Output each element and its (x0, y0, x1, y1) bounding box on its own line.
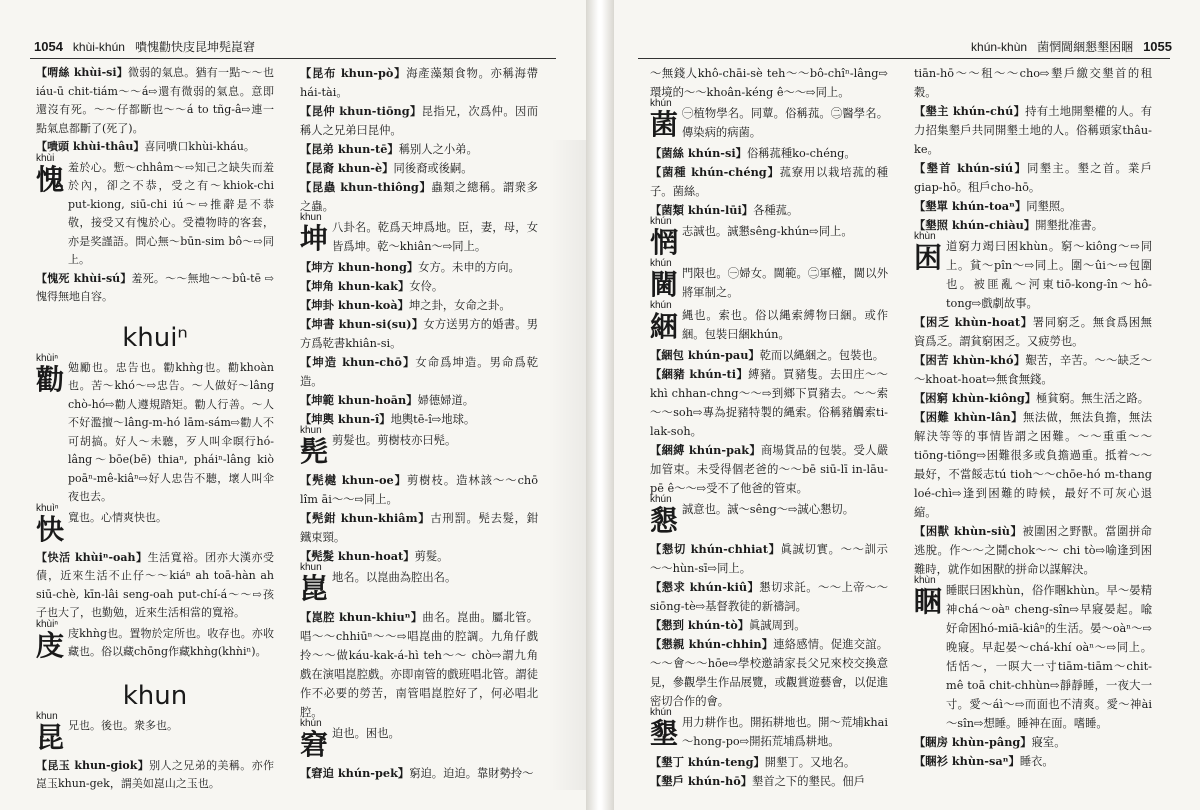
subentry-definition: 各種菰。 (753, 204, 799, 217)
subentry-term: 【困苦 khùn-khó】 (914, 353, 1026, 367)
subentry-term: 【綑縛 khún-pak】 (650, 443, 761, 457)
subentry (914, 733, 1152, 752)
left-column-2 (300, 64, 538, 783)
subentry (300, 391, 538, 410)
subentry-definition: 同後裔或後嗣。 (393, 162, 473, 175)
subentry-term: 【困獸 khùn-siù】 (914, 524, 1023, 538)
subentry-definition: 微弱的氣息。猶有一點～～也iáu-ū chit-tiám～～á⇨還有微弱的氣息。意即還沒有死。～～仔都斷也～～á to tñg-â⇨連一點氣息都斷了(死了)。 (36, 66, 275, 135)
subentry-term: 【昆玉 khun-giok】 (36, 758, 150, 772)
left-header-chars: 嘳愧勸快庋昆坤髡崑窘 (134, 40, 255, 54)
subentry-definition: 地輿tē-î⇨地球。 (390, 413, 476, 426)
subentry (650, 753, 888, 772)
right-header-chars: 菌惘閫綑懇墾困睏 (1037, 40, 1134, 54)
subentry (914, 159, 1152, 197)
headword-entry (650, 216, 888, 262)
subentry-definition: 菰寮用以栽培菰的種子。菌絲。 (650, 166, 888, 198)
section-heading: khun (122, 680, 188, 711)
headword-character: 坤 (300, 222, 329, 255)
subentry-definition: 開墾丁。又地名。 (764, 756, 856, 769)
headword-entry (914, 231, 1152, 313)
subentry (300, 178, 538, 216)
right-column-1 (650, 64, 888, 791)
headword-entry (36, 710, 274, 757)
subentry (300, 64, 538, 102)
headword-character: 窘 (300, 728, 329, 761)
subentry-definition: 蟲類之總稱。謂衆多之蟲。 (300, 181, 538, 213)
headword-character: 懇 (650, 504, 679, 537)
subentry-term: 【昆蟲 khun-thiông】 (300, 180, 432, 194)
subentry-term: 【髡鉗 khun-khiâm】 (300, 511, 431, 525)
subentry-definition: 持有土地開墾權的人。有力招集墾戶共同開墾土地的人。俗稱頭家thâu-ke。 (914, 105, 1152, 156)
subentry-term: 【坤造 khun-chō】 (300, 355, 416, 369)
subentry (300, 547, 538, 566)
headword-definition: 勉勵也。忠告也。勸khǹg也。勸khoàn也。苦～khó～⇨忠告。～人做好～lâng chò-hó⇨勸人遵規踏矩。勸人行善。～人不好濫擅～lâng-m-hó lām-sám⇨勸人不可胡搞。好人～未聽，歹人叫伞暝行hó-lâng～bōe(bē) thiaⁿ, pháiⁿ-lâng kiò poāⁿ-mê-kiâⁿ⇨好人忠告不聽，壞人叫伞夜也去。 (68, 360, 274, 503)
left-header-romanization: khùi-khún (72, 40, 125, 54)
headword-romanization: khùn (914, 575, 936, 586)
subentry-term: 【坤書 khun-si(su)】 (300, 317, 424, 331)
subentry (650, 578, 888, 616)
left-header-rule (30, 58, 556, 59)
subentry-definition: 剪樹枝。造林該～～chō lîm āi～～⇨同上。 (300, 474, 538, 506)
subentry (650, 540, 888, 578)
headword-romanization: khuìⁿ (36, 502, 59, 514)
subentry-definition: 稱别人之小弟。 (398, 143, 478, 156)
subentry (650, 163, 888, 201)
subentry (914, 752, 1152, 771)
headword-romanization: khùiⁿ (36, 352, 58, 364)
subentry-definition: 窮迫。迫迫。靠財勢拎～ (409, 767, 534, 780)
left-running-head (34, 38, 255, 56)
headword-definition: 睡眠曰困khùn，俗作睏khùn。早～晏精神chá～oàⁿ cheng-sîn⇨早寢晏起。喩好命困hó-miā-kiâⁿ的生活。晏～oàⁿ～⇨晚寢。早起晏～chá-khí oàⁿ～⇨同上。恬恬～，一暝大一寸tiām-tiām～chit-mê toā chit-chhùn⇨靜靜睡，一夜大一寸。愛～áì～⇨而面也不清爽。愛～神ài～sîn⇨想睡。睡神在面。嗜睡。 (946, 584, 1152, 730)
subentry-term: 【懇到 khún-tò】 (650, 618, 750, 632)
headword-character: 綑 (650, 310, 679, 343)
headword-entry (300, 562, 538, 608)
subentry-definition: 俗稱菰種ko-chéng。 (746, 147, 856, 160)
headword-character: 睏 (914, 585, 943, 618)
subentry (300, 258, 538, 277)
headword-entry (650, 98, 888, 144)
subentry (650, 616, 888, 635)
headword-definition: 誠意也。誠～sêng～⇨誠心懇切。 (682, 503, 855, 516)
subentry-definition: 喜同嘳口khùi-kháu。 (144, 140, 255, 153)
subentry-term: 【昆弟 khun-tē】 (300, 142, 399, 156)
subentry-term: 【困窮 khùn-kiông】 (914, 391, 1037, 405)
subentry (914, 197, 1152, 216)
subentry-term: 【困難 khùn-lân】 (914, 410, 1023, 424)
subentry-definition: 連絡感情。促進交誼。～～會～～hōe⇨學校邀請家長父兄來校交換意見，參觀學生作品展覽，或觀賞遊藝會，以促進密切合作的會。 (650, 638, 888, 708)
subentry (650, 201, 888, 220)
subentry (914, 313, 1152, 351)
subentry-definition: 婦德婦道。 (417, 394, 475, 407)
subentry-definition: 别人之兄弟的美稱。亦作崑玉khun-gek，謂美如崑山之玉也。 (36, 758, 275, 790)
headword-entry (650, 494, 888, 540)
subentry-definition: 無法做，無法負擔，無法解決等等的事情皆謂之困難。～～重重～～tiōng-tiōng⇨困難很多或負擔過重。抵着～～最好，不當餒志tú tioh～～chōe-hó m-thang loé-chì⇨逢到困難的時候，最好不可灰心退縮。 (914, 411, 1152, 519)
subentry (300, 764, 538, 783)
headword-definition: 迫也。困也。 (332, 727, 400, 740)
subentry (300, 102, 538, 140)
headword-definition: 門限也。㊀婦女。閫範。㊁軍權，閫以外將軍制之。 (682, 267, 888, 299)
headword-romanization: khún (650, 216, 672, 227)
subentry (650, 365, 888, 441)
subentry-term: 【喟絲 khùi-si】 (36, 66, 129, 79)
headword-entry (36, 618, 274, 665)
right-column-2 (914, 64, 1152, 771)
headword-entry (300, 425, 538, 471)
subentry (914, 408, 1152, 522)
subentry-definition: 古刑罰。髡去髮，鉗鐵束頸。 (300, 512, 538, 544)
subentry (300, 509, 538, 547)
book-gutter (586, 0, 614, 810)
subentry-definition: 女方送男方的婚書。男方爲乾書khiân-si。 (300, 318, 538, 350)
subentry (300, 296, 538, 315)
subentry (36, 64, 274, 138)
headword-romanization: khun (300, 425, 322, 436)
subentry-term: 【髡髮 khun-hoat】 (300, 549, 415, 563)
continued-text: ～無錢人khô-chāi-sè teh～～bô-chîⁿ-lâng⇨環境的～～khoân-kéng ê～～⇨同上。 (650, 67, 888, 99)
subentry-definition: 寢室。 (1031, 736, 1066, 749)
headword-definition: 寬也。心情爽快也。 (68, 510, 167, 524)
subentry-term: 【懇求 khún-kiû】 (650, 580, 760, 594)
subentry-term: 【墾戶 khún-hō】 (650, 774, 753, 788)
headword-definition: 剪髮也。剪樹枝亦曰髡。 (332, 434, 457, 447)
headword-entry (36, 352, 274, 507)
right-running-head (971, 38, 1172, 56)
subentry-definition: 眞誠切實。～～訓示～～hùn-sī⇨同上。 (650, 543, 888, 575)
headword-entry (36, 502, 274, 549)
subentry (36, 549, 274, 623)
subentry-definition: 女伶。 (409, 280, 444, 293)
subentry-definition: 女方。未申的方向。 (418, 261, 520, 274)
headword-entry (300, 212, 538, 258)
subentry (914, 351, 1152, 389)
subentry-definition: 昆指兄，次爲仲。因而稱人之兄弟曰昆仲。 (300, 105, 538, 137)
headword-romanization: khùn (914, 231, 936, 242)
section-heading: khuiⁿ (122, 322, 188, 353)
subentry-definition: 極貧窮。無生活之路。 (1036, 392, 1150, 405)
subentry (300, 159, 538, 178)
headword-character: 昆 (36, 720, 65, 754)
left-page-number: 1054 (34, 39, 63, 54)
headword-definition: 庋khǹg也。置物於定所也。收存也。亦收藏也。俗以藏chōng作藏khǹg(khǹiⁿ)。 (68, 626, 274, 658)
subentry (36, 138, 274, 157)
headword-romanization: khun (36, 710, 58, 722)
headword-romanization: khùi (36, 152, 55, 164)
subentry-term: 【髡樾 khun-oe】 (300, 473, 407, 487)
subentry-term: 【坤範 khun-hoān】 (300, 393, 418, 407)
subentry (300, 315, 538, 353)
headword-romanization: khun (300, 212, 322, 223)
subentry (300, 471, 538, 509)
subentry-term: 【窘迫 khún-pek】 (300, 766, 410, 780)
headword-definition: ㊀植物學名。同蕈。俗稱菰。㊁醫學名。傳染病的病菌。 (682, 107, 888, 139)
scan-shadow (548, 140, 586, 790)
headword-character: 庋 (36, 628, 65, 662)
subentry-term: 【菌類 khún-lūi】 (650, 203, 754, 217)
subentry (300, 608, 538, 722)
subentry-term: 【愧死 khùi-sú】 (36, 271, 132, 285)
subentry-definition: 縛豬。買豬隻。去田庄～～khì chhan-chng～～⇨到鄉下買豬去。～～索～～soh⇨專為捉豬特製的縄索。俗稱豬觸索ti-lak-soh。 (650, 368, 888, 438)
subentry-definition: 海產藻類食物。亦稱海帶hái-tài。 (300, 67, 538, 99)
subentry-term: 【墾主 khún-chú】 (914, 104, 1026, 118)
headword-character: 惘 (650, 226, 679, 259)
left-page (0, 0, 586, 810)
headword-definition: 用力耕作也。開拓耕地也。開～荒埔khai～hong-po⇨開拓荒埔爲耕地。 (682, 716, 888, 748)
subentry-term: 【菌絲 khún-si】 (650, 146, 747, 160)
subentry-definition: 署同窮乏。無食爲困無資爲乏。謂貧窮困乏。又疲勞也。 (914, 316, 1152, 348)
headword-definition: 羞於心。慙～chhâm～⇨知己之缺失而羞於內，卻之不恭，受之有～khiok-chi put-kiong, siū-chi iú～⇨推辭是不恭敬，接受又有愧於心。受禮物時的客套，亦是奖謹語。問心無～būn-sim bô～⇨同上。 (68, 160, 274, 266)
subentry (36, 270, 274, 307)
subentry-definition: 被圍困之野獸。當圍拼命逃脫。作～～之鬪chok～～ chi tò⇨喻逢到困難時，就作如困獸的拼命以謀解決。 (914, 525, 1152, 576)
headword-character: 勸 (36, 362, 65, 396)
subentry-term: 【懇親 khún-chhin】 (650, 637, 774, 651)
subentry-term: 【墾丁 khún-teng】 (650, 755, 765, 769)
subentry (300, 410, 538, 429)
left-column-1 (36, 64, 274, 794)
headword-character: 閫 (650, 268, 679, 301)
subentry (650, 346, 888, 365)
subentry-term: 【坤角 khun-kak】 (300, 279, 410, 293)
subentry (914, 522, 1152, 579)
subentry (300, 140, 538, 159)
headword-character: 髡 (300, 435, 329, 468)
subentry-definition: 剪髮。 (414, 550, 449, 563)
subentry-term: 【嘳頭 khùi-thâu】 (36, 140, 145, 153)
headword-romanization: khún (650, 98, 672, 109)
subentry (300, 353, 538, 391)
subentry-definition: 同墾照。 (1026, 200, 1072, 213)
subentry-definition: 乾而以縄綑之。包裝也。 (759, 349, 884, 362)
headword-romanization: khún (650, 707, 672, 718)
subentry (300, 277, 538, 296)
headword-definition: 八卦名。乾爲天坤爲地。臣，妻，母，女皆爲坤。乾～khiân～⇨同上。 (332, 221, 538, 253)
subentry-term: 【昆布 khun-pò】 (300, 66, 407, 80)
headword-romanization: khún (300, 718, 322, 729)
headword-character: 崑 (300, 572, 329, 605)
headword-character: 菌 (650, 108, 679, 141)
subentry-term: 【睏房 khùn-pâng】 (914, 735, 1032, 749)
subentry-term: 【墾照 khún-chiàu】 (914, 218, 1036, 232)
subentry (650, 635, 888, 711)
subentry-term: 【睏衫 khùn-saⁿ】 (914, 754, 1020, 768)
subentry-definition: 艱苦，辛苦。～～缺乏～～khoat-hoat⇨無食無錢。 (914, 354, 1152, 386)
subentry (650, 144, 888, 163)
headword-definition: 道窮力竭曰困khùn。窮～kiông～⇨同上。貧～pîn～⇨同上。圍～ûi～⇨包圍也。被匪亂～河東tiō-kong-în～hô-tong⇨戲劇故事。 (946, 240, 1152, 310)
subentry (36, 757, 274, 794)
subentry-term: 【綑豬 khún-ti】 (650, 367, 749, 381)
subentry-term: 【坤輿 khun-î】 (300, 412, 391, 426)
headword-character: 困 (914, 241, 943, 274)
subentry-term: 【坤方 khun-hong】 (300, 260, 419, 274)
subentry-term: 【墾單 khún-toaⁿ】 (914, 199, 1027, 213)
subentry (650, 772, 888, 791)
headword-definition: 縄也。索也。俗以縄索縛物曰綑。或作綑。包裝曰綑khún。 (682, 309, 888, 341)
subentry-definition: 生活寬裕。团亦大漢亦受債，近來生活不止仔～～kiáⁿ ah toā-hàn ah siū-chè, kīn-lâi seng-oah put-chí-á～～⇨孩子也大了，也勤勉，近來生活相當的寬裕。 (36, 550, 274, 619)
headword-entry (650, 258, 888, 304)
subentry-term: 【快活 khùiⁿ-oah】 (36, 550, 148, 564)
subentry-definition: 眞誠周到。 (749, 619, 806, 632)
subentry (914, 102, 1152, 159)
headword-entry (650, 707, 888, 753)
headword-definition: 兄也。後也。衆多也。 (68, 718, 178, 732)
headword-romanization: khún (650, 494, 672, 505)
subentry (914, 389, 1152, 408)
subentry-term: 【懇切 khún-chhiat】 (650, 542, 781, 556)
subentry (650, 441, 888, 498)
subentry-definition: 女命爲坤造。男命爲乾造。 (300, 356, 538, 388)
headword-character: 愧 (36, 162, 65, 196)
subentry-term: 【坤卦 khun-koà】 (300, 298, 409, 312)
headword-romanization: khún (650, 300, 672, 311)
subentry-term: 【昆裔 khun-è】 (300, 161, 394, 175)
subentry-term: 【崑腔 khun-khiuⁿ】 (300, 610, 423, 624)
headword-romanization: khún (650, 258, 672, 269)
headword-romanization: khun (300, 562, 322, 573)
subentry-definition: 同墾主。墾之首。業戶giap-hō。租戶cho-hō。 (914, 162, 1152, 194)
subentry-term: 【綑包 khún-pau】 (650, 348, 760, 362)
subentry-definition: 坤之卦，女命之卦。 (408, 299, 511, 312)
headword-definition: 志誠也。誠懇sêng-khún⇨同上。 (682, 225, 853, 238)
subentry-definition: 曲名。崑曲。屬北管。唱～～chhiūⁿ～～⇨唱崑曲的腔調。九角仔戲拎～～做káu-kak-á-hì teh～～ chò⇨謂九角戲在演唱崑腔戲。亦即南管的戲班唱北管。謂徒作不必要的勞苦，南管唱崑腔好了，何必唱北腔。 (300, 611, 538, 719)
subentry-definition: 懇切求託。～～上帝～～siōng-tè⇨基督教徒的新禱詞。 (650, 581, 888, 613)
subentry (914, 216, 1152, 235)
headword-romanization: khùiⁿ (36, 618, 58, 630)
subentry-term: 【墾首 khún-siú】 (914, 161, 1028, 175)
right-header-romanization: khún-khùn (971, 40, 1028, 54)
right-page-number: 1055 (1143, 39, 1172, 54)
subentry-term: 【昆仲 khun-tiōng】 (300, 104, 422, 118)
subentry-term: 【菌種 khún-chéng】 (650, 165, 780, 179)
subentry-term: 【困乏 khùn-hoat】 (914, 315, 1033, 329)
subentry-definition: 睡衣。 (1019, 755, 1054, 768)
right-page (614, 0, 1200, 810)
subentry-definition: 墾首之下的墾民。佃戶 (752, 775, 866, 788)
headword-entry (914, 575, 1152, 733)
headword-definition: 地名。以崑曲為腔出名。 (332, 571, 457, 584)
headword-entry (36, 152, 274, 270)
headword-entry (650, 300, 888, 346)
subentry-definition: 開墾批准書。 (1035, 219, 1103, 232)
headword-character: 墾 (650, 717, 679, 750)
continued-text: tiān-hō～～租～～cho⇨墾戶繳交墾首的租穀。 (914, 67, 1152, 99)
right-header-rule (638, 58, 1170, 59)
subentry-definition: 商場貨品的包裝。受人嚴加管束。未受得個老爸的～～bē siū-lī in-lāu-pē ê～～⇨受不了他爸的管束。 (650, 444, 888, 495)
subentry-definition: 羞死。～～無地～～bû-tē ⇨愧得無地自容。 (36, 271, 274, 303)
headword-entry (300, 718, 538, 764)
headword-character: 快 (36, 512, 65, 546)
